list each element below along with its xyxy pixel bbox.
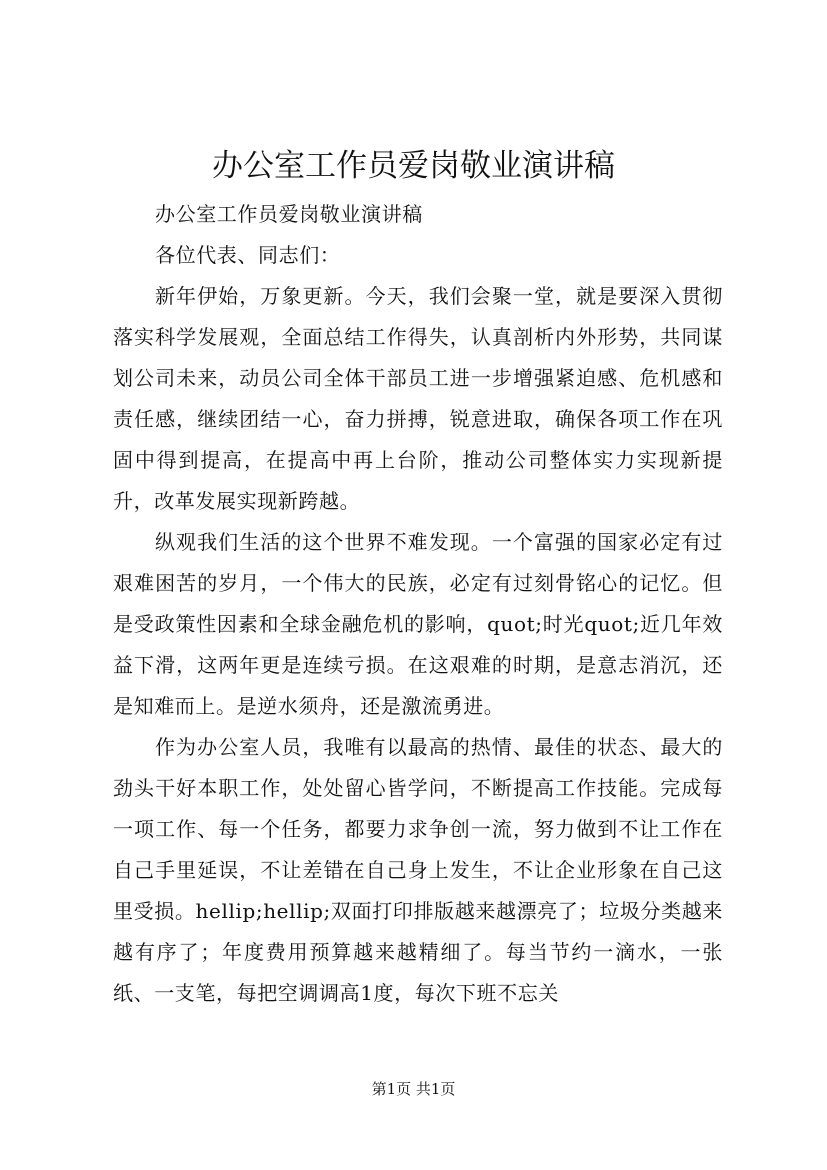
paragraph-1: 新年伊始，万象更新。今天，我们会聚一堂，就是要深入贯彻落实科学发展观，全面总结工作得失，认真剖析内外形势，共同谋划公司未来，动员公司全体干部员工进一步增强紧迫感、危机感和责任感，继续团结一心，奋力拼搏，锐意进取，确保各项工作在巩固中得到提高，在提高中再上台阶，推动公司整体实力实现新提升，改革发展实现新跨越。	[113, 284, 723, 513]
paragraph-salutation: 各位代表、同志们：	[155, 243, 341, 267]
document-title: 办公室工作员爱岗敬业演讲稿	[212, 148, 615, 184]
document-body	[113, 194, 723, 1014]
page-footer: 第1页 共1页	[371, 1080, 456, 1098]
paragraph-2: 纵观我们生活的这个世界不难发现。一个富强的国家必定有过艰难困苦的岁月，一个伟大的民族，必定有过刻骨铭心的记忆。但是受政策性因素和全球金融危机的影响，quot;时光quot;近几年效益下滑，这两年更是连续亏损。在这艰难的时期，是意志消沉，还是知难而上。是逆水须舟，还是激流勇进。	[113, 530, 723, 718]
paragraph-subtitle: 办公室工作员爱岗敬业演讲稿	[155, 202, 423, 226]
paragraph-3: 作为办公室人员，我唯有以最高的热情、最佳的状态、最大的劲头干好本职工作，处处留心皆学问，不断提高工作技能。完成每一项工作、每一个任务，都要力求争创一流，努力做到不让工作在自己手里延误，不让差错在自己身上发生，不让企业形象在自己这里受损。hellip;hellip;双面打印排版越来越漂亮了；垃圾分类越来越有序了；年度费用预算越来越精细了。每当节约一滴水，一张纸、一支笔，每把空调调高1度，每次下班不忘关	[113, 735, 723, 1005]
